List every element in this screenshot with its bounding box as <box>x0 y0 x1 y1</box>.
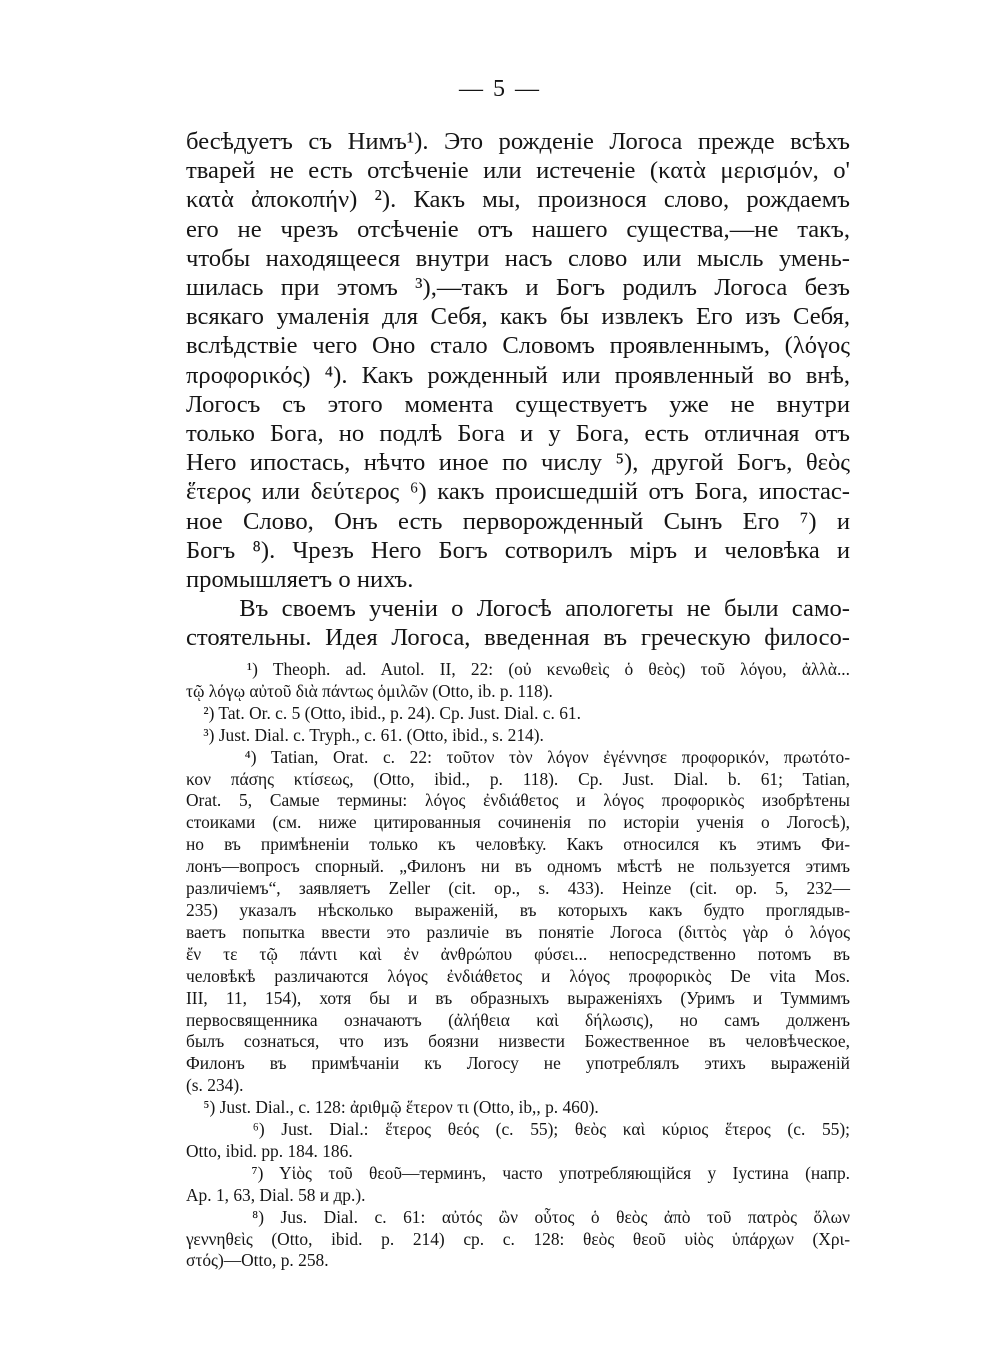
text-line: ное Слово, Онъ есть перворожденный Сынъ Его ⁷) и <box>186 507 850 535</box>
footnote-line: ⁷) Υἱὸς τοῦ θεοῦ—терминъ, часто употребляющійся у Іустина (напр. <box>186 1162 850 1183</box>
footnote-line: Otto, ibid. pp. 184. 186. <box>186 1140 353 1161</box>
footnote-line: 235) указалъ нѣсколько выраженій, въ которыхъ какъ будто проглядыв- <box>186 899 850 920</box>
footnote-line: но въ примѣненіи только къ человѣку. Какъ относился къ этимъ Фи- <box>186 834 850 855</box>
text-line: Него ипостась, нѣчто иное по числу ⁵), другой Богъ, θεὸς <box>186 449 850 477</box>
text-line: шилась при этомъ ³),—такъ и Богъ родилъ Логоса безъ <box>186 274 850 302</box>
footnote-line: ⁶) Just. Dial.: ἕτερος θεός (c. 55); θεὸς καὶ κύριος ἕτερος (c. 55); <box>186 1119 850 1140</box>
text-line: Логосъ съ этого момента существуетъ уже не внутри <box>186 390 850 418</box>
footnote-line: κον πάσης κτίσεως, (Otto, ibid., p. 118). Cp. Just. Dial. b. 61; Tatian, <box>186 768 850 789</box>
footnote-line: Orat. 5, Самые термины: λόγος ἐνδιάθετος и λόγος προφορικὸς изобрѣтены <box>186 790 850 811</box>
text-line: чтобы находящееся внутри насъ слово или мысль умень- <box>186 244 850 272</box>
footnote-line: различіемъ“, заявляетъ Zeller (cit. op., s. 433). Heinze (cit. op. 5, 232— <box>186 878 850 899</box>
footnote-line: стоиками (см. ниже цитированныя сочиненія по исторіи ученія о Логосѣ), <box>186 812 850 833</box>
footnote-line: былъ сознаться, что изъ боязни низвести Божественное въ человѣческое, <box>186 1031 850 1052</box>
footnote-line: ⁸) Jus. Dial. c. 61: αὐτός ὢν οὗτος ὁ θεὸς ἀπὸ τοῦ πατρὸς ὅλων <box>186 1206 850 1227</box>
footnote-line: первосвященника означаютъ (ἀλήθεια καὶ δήλωσις), но самъ долженъ <box>186 1009 850 1030</box>
footnote-line: ⁴) Tatian, Orat. c. 22: τοῦτον τὸν λόγον ἐγέννησε προφορικόν, πρωτότο- <box>186 746 850 767</box>
text-line: стоятельны. Идея Логоса, введенная въ греческую филосо- <box>186 624 850 652</box>
footnote-line: человѣкѣ различаются λόγος ἐνδιάθετος и λόγος προφορικὸς De vita Mos. <box>186 965 850 986</box>
text-line: вслѣдствіе чего Оно стало Словомъ проявленнымъ, (λόγος <box>186 332 850 360</box>
footnote-line: ¹) Theoph. ad. Autol. II, 22: (οὐ κενωθεὶς ὁ θεὸς) τοῦ λόγου, ἀλλὰ... <box>186 659 850 679</box>
footnote-line: III, 11, 154), хотя бы и въ образныхъ выраженіяхъ (Уримъ и Туммимъ <box>186 987 850 1008</box>
text-line: тварей не есть отсѣченіе или истеченіе (κατὰ μερισμόν, ο' <box>186 157 850 185</box>
footnote-line: ἔν τε τῷ πάντι καὶ ἐν ἀνθρώπου φύσει... непосредственно потомъ въ <box>186 943 850 964</box>
text-line: всякаго умаленія для Себя, какъ бы извлекъ Его изъ Себя, <box>186 303 850 331</box>
text-line: Въ своемъ ученіи о Логосѣ апологеты не были само- <box>186 595 850 623</box>
text-line: только Бога, но подлѣ Бога и у Бога, есть отличная отъ <box>186 420 850 448</box>
footnote-line: ⁵) Just. Dial., c. 128: ἀριθμῷ ἕτερον τι (Otto, ib,, p. 460). <box>186 1097 599 1118</box>
text-line: его не чрезъ отсѣченіе отъ нашего существа,—не такъ, <box>186 215 850 243</box>
main-text <box>186 127 850 653</box>
footnote-line: лонъ—вопросъ спорный. „Филонъ ни въ одномъ мѣстѣ не пользуется этимъ <box>186 856 850 877</box>
text-line: κατὰ ἀποκοπήν) ²). Какъ мы, произнося слово, рождаемъ <box>186 186 850 214</box>
footnote-line: Филонъ въ примѣчаніи къ Логосу не употреблялъ этихъ выраженій <box>186 1053 850 1074</box>
text-line: προφορικός) ⁴). Какъ рожденный или проявленный во внѣ, <box>186 361 850 389</box>
footnote-line: στός)—Otto, p. 258. <box>186 1250 329 1271</box>
footnote-line: ²) Tat. Or. c. 5 (Otto, ibid., p. 24). Cp. Just. Dial. c. 61. <box>186 702 581 723</box>
footnote-line: Ap. 1, 63, Dial. 58 и др.). <box>186 1184 366 1205</box>
footnotes <box>186 659 850 1272</box>
footnote-line: γεννηθεὶς (Otto, ibid. p. 214) cp. c. 128: θεὸς θεοῦ υἱὸς ὑπάρχων (Χρι- <box>186 1228 850 1249</box>
footnote-line: ваетъ попытка ввести это различіе въ понятіе Логоса (διττὸς γὰρ ὁ λόγος <box>186 921 850 942</box>
text-line: ἕτερος или δεύτερος ⁶) какъ происшедшій отъ Бога, ипостас- <box>186 478 850 506</box>
text-line: промышляетъ о нихъ. <box>186 566 414 594</box>
page-number: — 5 — <box>459 76 541 102</box>
text-line: Богъ ⁸). Чрезъ Него Богъ сотворилъ міръ и человѣка и <box>186 536 850 564</box>
footnote-line: τῷ λόγῳ αὐτοῦ διὰ πάντως ὁμιλῶν (Otto, ib. p. 118). <box>186 680 553 701</box>
text-line: бесѣдуетъ съ Нимъ¹). Это рожденіе Логоса прежде всѣхъ <box>186 128 850 155</box>
footnote-line: ³) Just. Dial. c. Tryph., c. 61. (Otto, ibid., s. 214). <box>186 724 544 745</box>
footnote-line: (s. 234). <box>186 1075 244 1096</box>
